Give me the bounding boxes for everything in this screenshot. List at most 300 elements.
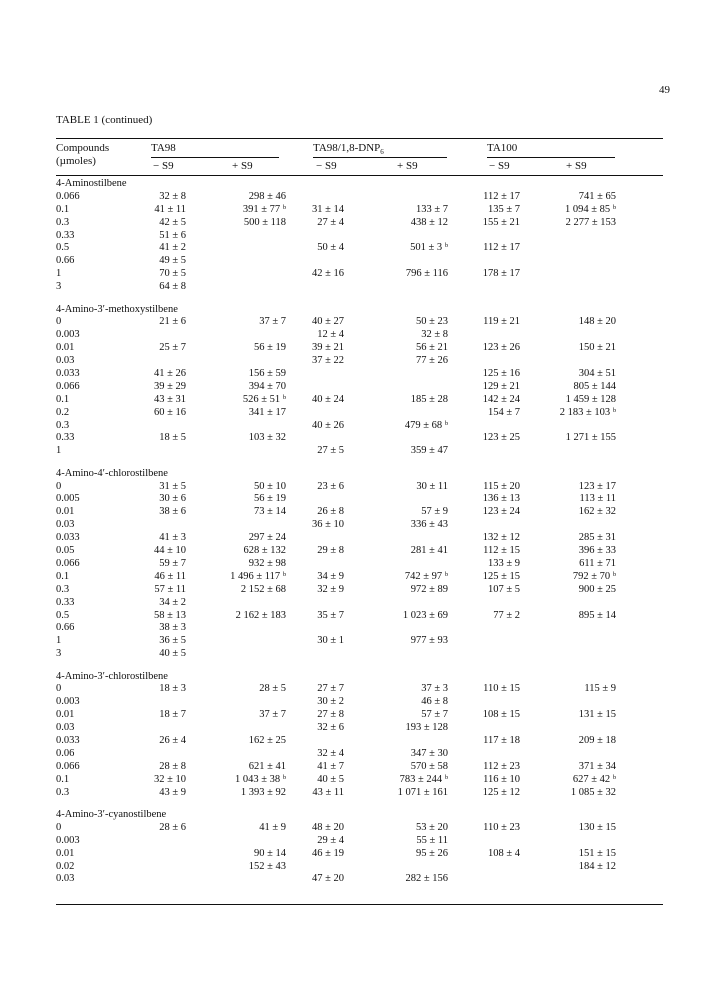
concentration-cell: 0 <box>56 821 62 833</box>
revertant-count-cell: 18 ± 3 <box>159 683 186 695</box>
revertant-count-cell: 47 ± 20 <box>311 873 344 885</box>
revertant-count-cell: 41 ± 11 <box>154 203 186 215</box>
header-minus-s9: − S9 <box>489 160 510 172</box>
section-spacer <box>0 458 720 468</box>
revertant-count-cell: 35 ± 7 <box>317 609 344 621</box>
concentration-cell: 1 <box>56 268 62 280</box>
revertant-count-cell: 110 ± 15 <box>483 683 520 695</box>
revertant-count-cell: 148 ± 20 <box>578 316 616 328</box>
revertant-count-cell: 151 ± 15 <box>578 847 616 859</box>
table-row <box>0 355 720 368</box>
table-row <box>0 635 720 648</box>
revertant-count-cell: 932 ± 98 <box>248 557 286 569</box>
revertant-count-cell: 64 ± 8 <box>159 281 186 293</box>
table-row <box>0 622 720 635</box>
concentration-cell: 0.66 <box>56 255 75 267</box>
revertant-count-cell: 977 ± 93 <box>410 635 448 647</box>
revertant-count-cell: 36 ± 5 <box>159 635 186 647</box>
revertant-count-cell: 36 ± 10 <box>311 519 344 531</box>
revertant-count-cell: 48 ± 20 <box>311 821 344 833</box>
table-row <box>0 722 720 735</box>
revertant-count-cell: 26 ± 4 <box>159 735 186 747</box>
concentration-cell: 0.03 <box>56 519 75 531</box>
revertant-count-cell: 394 ± 70 <box>248 380 286 392</box>
revertant-count-cell: 110 ± 23 <box>483 821 520 833</box>
concentration-cell: 0 <box>56 316 62 328</box>
concentration-cell: 0.2 <box>56 406 70 418</box>
concentration-cell: 0.33 <box>56 229 75 241</box>
compound-group-row <box>0 809 720 822</box>
compound-group-row <box>0 304 720 317</box>
concentration-cell: 3 <box>56 281 62 293</box>
table-row <box>0 584 720 597</box>
revertant-count-cell: 359 ± 47 <box>410 445 448 457</box>
revertant-count-cell: 40 ± 27 <box>311 316 344 328</box>
revertant-count-cell: 57 ± 11 <box>154 583 186 595</box>
section-spacer <box>0 294 720 304</box>
revertant-count-cell: 479 ± 68 ᵇ <box>404 419 448 431</box>
revertant-count-cell: 162 ± 32 <box>578 506 616 518</box>
revertant-count-cell: 135 ± 7 <box>487 203 520 215</box>
revertant-count-cell: 621 ± 41 <box>248 760 286 772</box>
table-row <box>0 506 720 519</box>
compound-name: 4-Aminostilbene <box>56 178 127 189</box>
revertant-count-cell: 184 ± 12 <box>578 860 616 872</box>
revertant-count-cell: 783 ± 244 ᵇ <box>399 773 448 785</box>
section-spacer <box>0 799 720 809</box>
revertant-count-cell: 37 ± 22 <box>311 355 344 367</box>
concentration-cell: 0.066 <box>56 760 80 772</box>
revertant-count-cell: 500 ± 118 <box>243 216 286 228</box>
revertant-count-cell: 123 ± 26 <box>482 342 520 354</box>
revertant-count-cell: 41 ± 26 <box>153 367 186 379</box>
revertant-count-cell: 1 459 ± 128 <box>565 393 616 405</box>
revertant-count-cell: 108 ± 4 <box>487 847 520 859</box>
revertant-count-cell: 150 ± 21 <box>578 342 616 354</box>
revertant-count-cell: 628 ± 132 <box>243 545 286 557</box>
revertant-count-cell: 41 ± 9 <box>259 821 286 833</box>
revertant-count-cell: 156 ± 59 <box>248 367 286 379</box>
concentration-cell: 0.003 <box>56 329 80 341</box>
revertant-count-cell: 178 ± 17 <box>482 268 520 280</box>
revertant-count-cell: 39 ± 29 <box>153 380 186 392</box>
table-row <box>0 610 720 623</box>
revertant-count-cell: 57 ± 7 <box>421 709 448 721</box>
table-row <box>0 368 720 381</box>
revertant-count-cell: 304 ± 51 <box>578 367 616 379</box>
revertant-count-cell: 112 ± 23 <box>483 760 520 772</box>
table-row <box>0 571 720 584</box>
revertant-count-cell: 37 ± 3 <box>421 683 448 695</box>
concentration-cell: 0.1 <box>56 203 70 215</box>
revertant-count-cell: 28 ± 5 <box>259 683 286 695</box>
concentration-cell: 0.3 <box>56 216 70 228</box>
table-row <box>0 683 720 696</box>
revertant-count-cell: 131 ± 15 <box>578 709 616 721</box>
table-row <box>0 420 720 433</box>
table-row <box>0 873 720 886</box>
table-row <box>0 761 720 774</box>
concentration-cell: 0.003 <box>56 834 80 846</box>
compound-name: 4-Amino-4′-chlorostilbene <box>56 467 168 479</box>
revertant-count-cell: 438 ± 12 <box>410 216 448 228</box>
revertant-count-cell: 95 ± 26 <box>415 847 448 859</box>
header-strain-ta98: TA98 <box>151 142 176 154</box>
revertant-count-cell: 130 ± 15 <box>578 821 616 833</box>
header-plus-s9: + S9 <box>566 160 587 172</box>
revertant-count-cell: 46 ± 8 <box>421 696 448 708</box>
table-row <box>0 787 720 800</box>
revertant-count-cell: 117 ± 18 <box>483 735 520 747</box>
concentration-cell: 0.1 <box>56 570 70 582</box>
revertant-count-cell: 125 ± 12 <box>482 786 520 798</box>
table-row <box>0 696 720 709</box>
revertant-count-cell: 972 ± 89 <box>410 583 448 595</box>
revertant-count-cell: 132 ± 12 <box>482 532 520 544</box>
revertant-count-cell: 391 ± 77 ᵇ <box>242 203 286 215</box>
revertant-count-cell: 155 ± 21 <box>482 216 520 228</box>
revertant-count-cell: 162 ± 25 <box>248 735 286 747</box>
revertant-count-cell: 59 ± 7 <box>159 557 186 569</box>
header-minus-s9: − S9 <box>153 160 174 172</box>
table-row <box>0 558 720 571</box>
revertant-count-cell: 123 ± 17 <box>578 480 616 492</box>
revertant-count-cell: 60 ± 16 <box>153 406 186 418</box>
revertant-count-cell: 56 ± 19 <box>253 493 286 505</box>
revertant-count-cell: 34 ± 9 <box>317 570 344 582</box>
concentration-cell: 0.033 <box>56 735 80 747</box>
revertant-count-cell: 41 ± 3 <box>159 532 186 544</box>
revertant-count-cell: 38 ± 3 <box>159 622 186 634</box>
table-row <box>0 342 720 355</box>
revertant-count-cell: 895 ± 14 <box>578 609 616 621</box>
revertant-count-cell: 50 ± 23 <box>415 316 448 328</box>
concentration-cell: 0.06 <box>56 747 75 759</box>
revertant-count-cell: 37 ± 7 <box>259 709 286 721</box>
revertant-count-cell: 73 ± 14 <box>253 506 286 518</box>
revertant-count-cell: 31 ± 5 <box>159 480 186 492</box>
revertant-count-cell: 26 ± 8 <box>317 506 344 518</box>
strain-underline <box>487 157 615 158</box>
table-row <box>0 445 720 458</box>
revertant-count-cell: 40 ± 5 <box>317 773 344 785</box>
revertant-count-cell: 1 393 ± 92 <box>240 786 286 798</box>
table-row <box>0 381 720 394</box>
revertant-count-cell: 900 ± 25 <box>578 583 616 595</box>
revertant-count-cell: 1 023 ± 69 <box>402 609 448 621</box>
revertant-count-cell: 44 ± 10 <box>153 545 186 557</box>
revertant-count-cell: 297 ± 24 <box>248 532 286 544</box>
revertant-count-cell: 32 ± 8 <box>421 329 448 341</box>
revertant-count-cell: 12 ± 4 <box>317 329 344 341</box>
revertant-count-cell: 136 ± 13 <box>482 493 520 505</box>
revertant-count-cell: 298 ± 46 <box>248 190 286 202</box>
revertant-count-cell: 2 183 ± 103 ᵇ <box>559 406 616 418</box>
revertant-count-cell: 29 ± 4 <box>317 834 344 846</box>
concentration-cell: 0.3 <box>56 419 70 431</box>
table-row <box>0 532 720 545</box>
revertant-count-cell: 31 ± 14 <box>311 203 344 215</box>
revertant-count-cell: 129 ± 21 <box>482 380 520 392</box>
revertant-count-cell: 25 ± 7 <box>159 342 186 354</box>
table-row <box>0 848 720 861</box>
header-strain-ta98-dnp-label: TA98/1,8-DNP <box>313 142 381 154</box>
revertant-count-cell: 285 ± 31 <box>578 532 616 544</box>
table-body <box>0 178 720 886</box>
revertant-count-cell: 27 ± 7 <box>317 683 344 695</box>
compound-name: 4-Amino-3′-chlorostilbene <box>56 670 168 682</box>
strain-underline <box>313 157 447 158</box>
revertant-count-cell: 34 ± 2 <box>159 596 186 608</box>
table-row <box>0 709 720 722</box>
revertant-count-cell: 133 ± 7 <box>415 203 448 215</box>
revertant-count-cell: 115 ± 9 <box>584 683 616 695</box>
revertant-count-cell: 526 ± 51 ᵇ <box>242 393 286 405</box>
revertant-count-cell: 123 ± 25 <box>482 432 520 444</box>
concentration-cell: 0.03 <box>56 873 75 885</box>
revertant-count-cell: 90 ± 14 <box>253 847 286 859</box>
table-row <box>0 230 720 243</box>
revertant-count-cell: 336 ± 43 <box>410 519 448 531</box>
table-row <box>0 648 720 661</box>
revertant-count-cell: 112 ± 15 <box>483 545 520 557</box>
revertant-count-cell: 371 ± 34 <box>578 760 616 772</box>
revertant-count-cell: 2 152 ± 68 <box>240 583 286 595</box>
revertant-count-cell: 209 ± 18 <box>578 735 616 747</box>
concentration-cell: 0.03 <box>56 722 75 734</box>
table-row <box>0 735 720 748</box>
table-row <box>0 774 720 787</box>
revertant-count-cell: 56 ± 19 <box>253 342 286 354</box>
revertant-count-cell: 1 094 ± 85 ᵇ <box>564 203 616 215</box>
concentration-cell: 0.005 <box>56 493 80 505</box>
revertant-count-cell: 125 ± 16 <box>482 367 520 379</box>
revertant-count-cell: 41 ± 7 <box>317 760 344 772</box>
header-plus-s9: + S9 <box>397 160 418 172</box>
concentration-cell: 0 <box>56 480 62 492</box>
table-row <box>0 407 720 420</box>
concentration-cell: 0.01 <box>56 506 75 518</box>
revertant-count-cell: 40 ± 24 <box>311 393 344 405</box>
concentration-cell: 0.3 <box>56 786 70 798</box>
concentration-cell: 0.066 <box>56 190 80 202</box>
header-compounds: Compounds <box>56 142 110 154</box>
revertant-count-cell: 43 ± 11 <box>312 786 344 798</box>
table-header-rule <box>56 175 663 176</box>
revertant-count-cell: 103 ± 32 <box>248 432 286 444</box>
revertant-count-cell: 38 ± 6 <box>159 506 186 518</box>
revertant-count-cell: 805 ± 144 <box>573 380 616 392</box>
concentration-cell: 0.066 <box>56 557 80 569</box>
revertant-count-cell: 21 ± 6 <box>159 316 186 328</box>
revertant-count-cell: 55 ± 11 <box>416 834 448 846</box>
header-strain-ta98-dnp <box>313 142 384 156</box>
table-row <box>0 481 720 494</box>
revertant-count-cell: 1 085 ± 32 <box>570 786 616 798</box>
revertant-count-cell: 1 071 ± 161 <box>397 786 448 798</box>
revertant-count-cell: 1 043 ± 38 ᵇ <box>234 773 286 785</box>
revertant-count-cell: 51 ± 6 <box>159 229 186 241</box>
revertant-count-cell: 2 162 ± 183 <box>235 609 286 621</box>
concentration-cell: 0.5 <box>56 609 70 621</box>
concentration-cell: 0.033 <box>56 532 80 544</box>
concentration-cell: 1 <box>56 635 62 647</box>
concentration-cell: 0.33 <box>56 596 75 608</box>
revertant-count-cell: 18 ± 7 <box>159 709 186 721</box>
revertant-count-cell: 341 ± 17 <box>248 406 286 418</box>
revertant-count-cell: 46 ± 19 <box>311 847 344 859</box>
revertant-count-cell: 50 ± 4 <box>317 242 344 254</box>
revertant-count-cell: 27 ± 8 <box>317 709 344 721</box>
revertant-count-cell: 796 ± 116 <box>405 268 448 280</box>
concentration-cell: 0.1 <box>56 773 70 785</box>
revertant-count-cell: 570 ± 58 <box>410 760 448 772</box>
revertant-count-cell: 119 ± 21 <box>483 316 520 328</box>
table-row <box>0 217 720 230</box>
table-row <box>0 329 720 342</box>
revertant-count-cell: 27 ± 5 <box>317 445 344 457</box>
table-row <box>0 861 720 874</box>
revertant-count-cell: 501 ± 3 ᵇ <box>410 242 448 254</box>
revertant-count-cell: 113 ± 11 <box>579 493 616 505</box>
table-row <box>0 545 720 558</box>
concentration-cell: 3 <box>56 648 62 660</box>
revertant-count-cell: 37 ± 7 <box>259 316 286 328</box>
revertant-count-cell: 42 ± 16 <box>311 268 344 280</box>
revertant-count-cell: 347 ± 30 <box>410 747 448 759</box>
concentration-cell: 0.3 <box>56 583 70 595</box>
revertant-count-cell: 30 ± 2 <box>317 696 344 708</box>
revertant-count-cell: 40 ± 5 <box>159 648 186 660</box>
revertant-count-cell: 23 ± 6 <box>317 480 344 492</box>
table-caption: TABLE 1 (continued) <box>56 114 153 126</box>
table-row <box>0 191 720 204</box>
revertant-count-cell: 77 ± 2 <box>493 609 520 621</box>
revertant-count-cell: 1 271 ± 155 <box>565 432 616 444</box>
table-row <box>0 255 720 268</box>
revertant-count-cell: 27 ± 4 <box>317 216 344 228</box>
revertant-count-cell: 154 ± 7 <box>487 406 520 418</box>
concentration-cell: 0.66 <box>56 622 75 634</box>
revertant-count-cell: 40 ± 26 <box>311 419 344 431</box>
compound-name: 4-Amino-3′-cyanostilbene <box>56 808 167 820</box>
revertant-count-cell: 39 ± 21 <box>311 342 344 354</box>
concentration-cell: 0.01 <box>56 847 75 859</box>
concentration-cell: 0.003 <box>56 696 80 708</box>
table-row <box>0 204 720 217</box>
revertant-count-cell: 58 ± 13 <box>153 609 186 621</box>
revertant-count-cell: 32 ± 4 <box>317 747 344 759</box>
table-row <box>0 597 720 610</box>
compound-group-row <box>0 468 720 481</box>
concentration-cell: 0.1 <box>56 393 70 405</box>
revertant-count-cell: 28 ± 8 <box>159 760 186 772</box>
revertant-count-cell: 396 ± 33 <box>578 545 616 557</box>
concentration-cell: 0.066 <box>56 380 80 392</box>
revertant-count-cell: 125 ± 15 <box>482 570 520 582</box>
revertant-count-cell: 185 ± 28 <box>410 393 448 405</box>
revertant-count-cell: 115 ± 20 <box>483 480 520 492</box>
revertant-count-cell: 56 ± 21 <box>415 342 448 354</box>
revertant-count-cell: 30 ± 1 <box>317 635 344 647</box>
revertant-count-cell: 77 ± 26 <box>415 355 448 367</box>
revertant-count-cell: 41 ± 2 <box>159 242 186 254</box>
concentration-cell: 0.033 <box>56 367 80 379</box>
table-row <box>0 493 720 506</box>
revertant-count-cell: 742 ± 97 ᵇ <box>404 570 448 582</box>
revertant-count-cell: 53 ± 20 <box>415 821 448 833</box>
revertant-count-cell: 112 ± 17 <box>483 190 520 202</box>
revertant-count-cell: 2 277 ± 153 <box>565 216 616 228</box>
concentration-cell: 0.01 <box>56 709 75 721</box>
strain-underline <box>151 157 279 158</box>
table-row <box>0 281 720 294</box>
header-strain-subscript: 6 <box>380 148 384 157</box>
revertant-count-cell: 28 ± 6 <box>159 821 186 833</box>
revertant-count-cell: 49 ± 5 <box>159 255 186 267</box>
revertant-count-cell: 43 ± 9 <box>159 786 186 798</box>
table-row <box>0 394 720 407</box>
revertant-count-cell: 281 ± 41 <box>410 545 448 557</box>
revertant-count-cell: 70 ± 5 <box>159 268 186 280</box>
section-spacer <box>0 661 720 671</box>
table-row <box>0 748 720 761</box>
concentration-cell: 0.33 <box>56 432 75 444</box>
revertant-count-cell: 193 ± 128 <box>405 722 448 734</box>
revertant-count-cell: 133 ± 9 <box>487 557 520 569</box>
revertant-count-cell: 42 ± 5 <box>159 216 186 228</box>
table-row <box>0 835 720 848</box>
revertant-count-cell: 627 ± 42 ᵇ <box>572 773 616 785</box>
table-top-rule <box>56 138 663 139</box>
header-minus-s9: − S9 <box>316 160 337 172</box>
revertant-count-cell: 116 ± 10 <box>483 773 520 785</box>
revertant-count-cell: 57 ± 9 <box>421 506 448 518</box>
revertant-count-cell: 108 ± 15 <box>482 709 520 721</box>
table-bottom-rule <box>56 904 663 905</box>
revertant-count-cell: 112 ± 17 <box>483 242 520 254</box>
header-plus-s9: + S9 <box>232 160 253 172</box>
concentration-cell: 0.01 <box>56 342 75 354</box>
revertant-count-cell: 282 ± 156 <box>405 873 448 885</box>
revertant-count-cell: 32 ± 10 <box>153 773 186 785</box>
header-units: (µmoles) <box>56 155 96 167</box>
revertant-count-cell: 152 ± 43 <box>248 860 286 872</box>
revertant-count-cell: 30 ± 11 <box>416 480 448 492</box>
table-row <box>0 316 720 329</box>
revertant-count-cell: 32 ± 6 <box>317 722 344 734</box>
revertant-count-cell: 611 ± 71 <box>579 557 616 569</box>
revertant-count-cell: 32 ± 8 <box>159 190 186 202</box>
revertant-count-cell: 32 ± 9 <box>317 583 344 595</box>
revertant-count-cell: 30 ± 6 <box>159 493 186 505</box>
compound-group-row <box>0 178 720 191</box>
table-row <box>0 432 720 445</box>
revertant-count-cell: 107 ± 5 <box>487 583 520 595</box>
compound-name: 4-Amino-3′-methoxystilbene <box>56 303 178 315</box>
compound-group-row <box>0 671 720 684</box>
revertant-count-cell: 43 ± 31 <box>153 393 186 405</box>
header-strain-ta100: TA100 <box>487 142 518 154</box>
table-row <box>0 519 720 532</box>
revertant-count-cell: 18 ± 5 <box>159 432 186 444</box>
revertant-count-cell: 142 ± 24 <box>482 393 520 405</box>
revertant-count-cell: 29 ± 8 <box>317 545 344 557</box>
concentration-cell: 0.5 <box>56 242 70 254</box>
revertant-count-cell: 1 496 ± 117 ᵇ <box>230 570 286 582</box>
revertant-count-cell: 123 ± 24 <box>482 506 520 518</box>
revertant-count-cell: 792 ± 70 ᵇ <box>572 570 616 582</box>
